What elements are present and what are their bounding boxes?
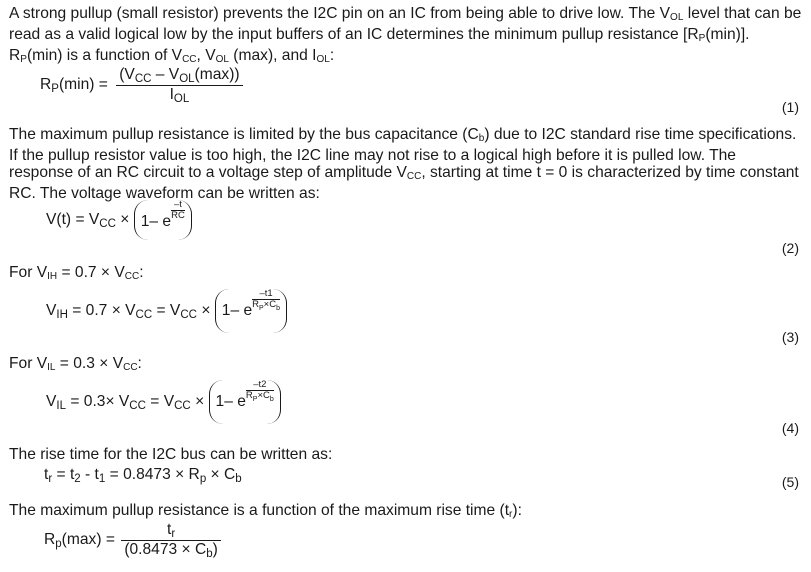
- equation-rise-time: $t_r = t_2 - t_1 = 0.8473 \times R_p \times C_b$: [44, 466, 242, 485]
- equation-vil: $V_{IL} = 0.3\times V_{CC} = V_{CC} \times 1-$ e $\frac{-t2}{R_P\times C_b}$: [46, 380, 281, 424]
- equation-rp-min: $R_P(\min)$ = $\frac{(V_{CC} - V_{OL}(\max))}{I_{OL}}$: [40, 66, 243, 105]
- max-pullup-paragraph: The maximum pullup resistance is a function of the maximum rise time $(t_r)$:: [9, 502, 522, 520]
- equation-number-1: (1): [781, 99, 799, 115]
- rise-time-paragraph: The rise time for the I2C bus can be written as:: [9, 446, 333, 463]
- rc-paragraph: The maximum pullup resistance is limited by the bus capacitance $(C_b)$ due to I2C standard rise time specifications. If the pullup resistor value is too high, the I2C line may not rise to a logical high before it is pulled low. The response of an RC circuit to a voltage step of amplitude $V_{CC}$, starting at time t = 0 is characterized by time constant RC. The voltage waveform can be written as:: [9, 126, 799, 202]
- equation-rp-max: $R_p(\max)$ = $\frac{t_r}{(0.8473 \times C_b)}$: [44, 521, 221, 560]
- equation-number-3: (3): [781, 329, 799, 345]
- equation-vih: $V_{IH} = 0.7 \times V_{CC} = V_{CC} \times 1-$ e $\frac{-t1}{R_P\times C_b}$: [46, 289, 287, 333]
- equation-voltage-waveform: $V(t) = V_{CC} \times 1-$ e $\frac{-t}{RC}$: [46, 200, 192, 240]
- vil-label: For $V_{IL} = 0.3 \times V_{CC}$:: [9, 355, 142, 373]
- intro-paragraph: A strong pullup (small resistor) prevents the I2C pin on an IC from being able to drive low. The $V_{OL}$ level that can be read as a valid logical low by the input buffers of an IC determines the minimum pullup resistance $[R_P(\min)]$. $R_P(\min)$ is a function of $V_{CC}$, $V_{OL}$ (max), and $I_{OL}$:: [9, 5, 802, 65]
- vih-label: For $V_{IH} = 0.7 \times V_{CC}$:: [9, 264, 144, 282]
- equation-number-2: (2): [781, 240, 799, 256]
- equation-number-4: (4): [781, 420, 799, 436]
- equation-number-5: (5): [781, 474, 799, 490]
